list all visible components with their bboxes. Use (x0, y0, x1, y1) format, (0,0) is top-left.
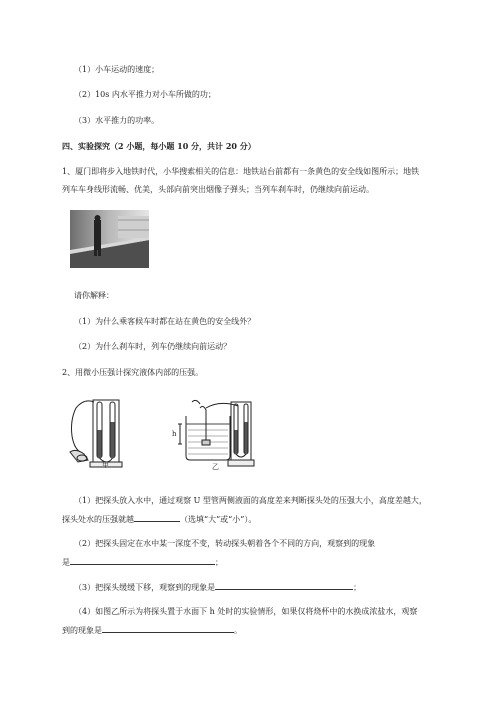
q2-sub1-line1: （1）把探头放入水中，通过观察 U 型管两侧液面的高度差来判断探头处的压强大小，高度差越大， (74, 496, 427, 505)
q2-sub4-line2 (62, 624, 242, 636)
q1-text-line1: 1、厦门即将步入地铁时代，小华搜索相关的信息：地铁站台前都有一条黄色的安全线如图所示；地铁 (62, 167, 420, 176)
q2-sub3-text-a: （3）把探头缓缓下移，观察到的现象是 (74, 583, 216, 592)
q2-sub2-line1: （2）把探头固定在水中某一深度不变，转动探头朝着各个不同的方向，观察到的现象 (74, 539, 376, 548)
section-heading: 四、实验探究（2 小题，每小题 10 分，共计 20 分） (62, 141, 256, 151)
pressure-gauge-figure-a (64, 396, 134, 472)
answer-blank-4[interactable] (102, 624, 234, 633)
q1-explain-prompt: 请你解释： (74, 291, 114, 300)
question-part-1: （1）小车运动的速度； (74, 65, 160, 74)
answer-blank-1[interactable] (134, 513, 180, 522)
answer-blank-2[interactable] (70, 556, 215, 565)
q2-sub4-line1: （4）如图乙所示为将探头置于水面下 h 处时的实验情形，如果仅将烧杯中的水换成浓盐水，观察 (74, 607, 418, 616)
pressure-gauge-figure-b (170, 396, 262, 472)
q1-sub-question-2: （2）为什么刹车时，列车仍继续向前运动？ (74, 342, 232, 351)
answer-blank-3[interactable] (215, 581, 353, 590)
q2-sub4-text-a: 到的现象是 (62, 626, 102, 635)
q2-text: 2、用微小压强计探究液体内部的压强。 (62, 368, 204, 377)
figure-b-label: 乙 (212, 463, 219, 471)
q2-sub3 (74, 581, 361, 593)
figure-a-label: 甲 (102, 461, 109, 469)
q2-sub2-line2 (62, 556, 223, 568)
q2-sub1-text-b: （选填“大”或“小”）。 (180, 515, 257, 524)
q1-sub-question-1: （1）为什么乘客候车时都在站在黄色的安全线外？ (74, 317, 256, 326)
figure-b-depth-label: h (172, 430, 177, 438)
q2-sub4-text-b: 。 (234, 626, 242, 635)
q2-sub3-text-b: ； (353, 583, 362, 592)
q2-sub2-text-b: ； (215, 558, 223, 567)
question-part-3: （3）水平推力的功率。 (74, 116, 160, 125)
q2-sub1-line2 (62, 513, 256, 525)
q2-sub1-text-a: 探头处水的压强就越 (62, 515, 134, 524)
q1-text-line2: 列车车身线形流畅、优美，头部向前突出烟像子弹头；当列车刹车时，仍继续向前运动。 (62, 185, 374, 194)
question-part-2: （2）10s 内水平推力对小车所做的功； (74, 90, 216, 99)
subway-platform-photo (70, 210, 149, 268)
q2-sub2-text-a: 是 (62, 558, 70, 567)
